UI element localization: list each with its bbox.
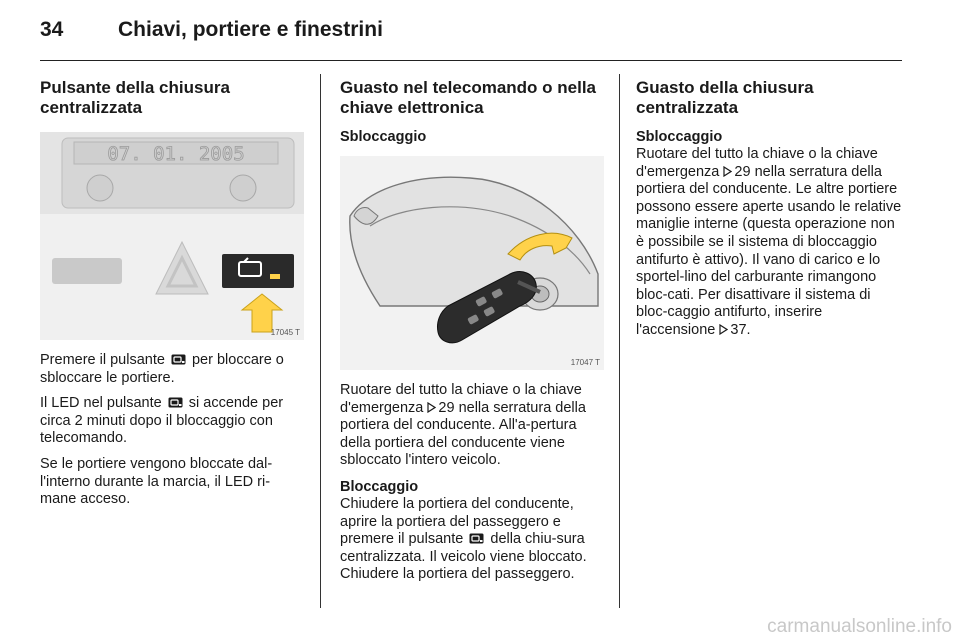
subheading-unlocking: Sbloccaggio <box>636 129 723 145</box>
clock-display-text: 07. 01. 2005 <box>107 143 245 165</box>
subheading-unlocking: Sbloccaggio <box>340 129 427 145</box>
lock-button-icon <box>171 354 186 365</box>
page-title: Chiavi, portiere e finestrini <box>118 18 383 41</box>
figure-code: 17047 T <box>570 358 600 367</box>
figure-dashboard-button <box>40 132 304 340</box>
paragraph-unlock-manual: Ruotare del tutto la chiave o la chiave d'emergenza 29 nella serratura della portiera del conducente. Le altre portiere possono essere aperte usando le relative maniglie interne (questa operazione non è possibile se il sistema di bloccaggio antifurto è attivo). Il vano di carico e lo sportel-lino del carburante rimangono bloc-cati. Per disattivare il sistema di bloc-caggio antifurto, inserire l'accensione 37. <box>636 146 902 338</box>
section-heading: Guasto della chiusura centralizzata <box>636 78 814 117</box>
column-central-locking-button <box>40 78 304 517</box>
section-heading: Guasto nel telecomando o nella chiave elettronica <box>340 78 596 117</box>
column-remote-failure <box>340 78 604 592</box>
subheading-locking: Bloccaggio <box>340 478 419 495</box>
paragraph-unlock-key: Ruotare del tutto la chiave o la chiave d'emergenza 29 nella serratura della portiera del conducente. All'a-pertura della portiera del conducente viene sbloccato l'intero veicolo. <box>340 382 586 469</box>
column-central-locking-failure <box>636 78 904 348</box>
paragraph-led: Il LED nel pulsante si accende per circa 2 minuti dopo il bloccaggio con telecomando. <box>40 395 284 447</box>
paragraph-led-driving: Se le portiere vengono bloccate dal-l'interno durante la marcia, il LED ri-mane acceso. <box>40 455 273 508</box>
column-divider-left <box>320 74 321 608</box>
header-rule <box>40 60 902 61</box>
figure-code: 17045 T <box>270 328 300 337</box>
page-number: 34 <box>40 18 64 41</box>
section-heading: Pulsante della chiusura centralizzata <box>40 78 230 117</box>
dashboard-illustration <box>40 132 304 340</box>
page-reference-icon <box>427 402 436 413</box>
paragraph-press-button: Premere il pulsante per bloccare o sbloccare le portiere. <box>40 352 284 386</box>
figure-key-in-door <box>340 156 604 370</box>
lock-button-icon <box>469 533 484 544</box>
page-reference-icon <box>719 324 728 335</box>
key-door-illustration <box>340 156 604 370</box>
column-divider-right <box>619 74 620 608</box>
page-reference-icon <box>723 166 732 177</box>
paragraph-lock: Chiudere la portiera del conducente, aprire la portiera del passeggero e premere il pulsante della chiu-sura centralizzata. Il veicolo viene bloccato. Chiudere la portiera del passeggero. <box>340 495 587 583</box>
watermark: carmanualsonline.info <box>767 616 952 637</box>
lock-button-icon <box>168 397 183 408</box>
